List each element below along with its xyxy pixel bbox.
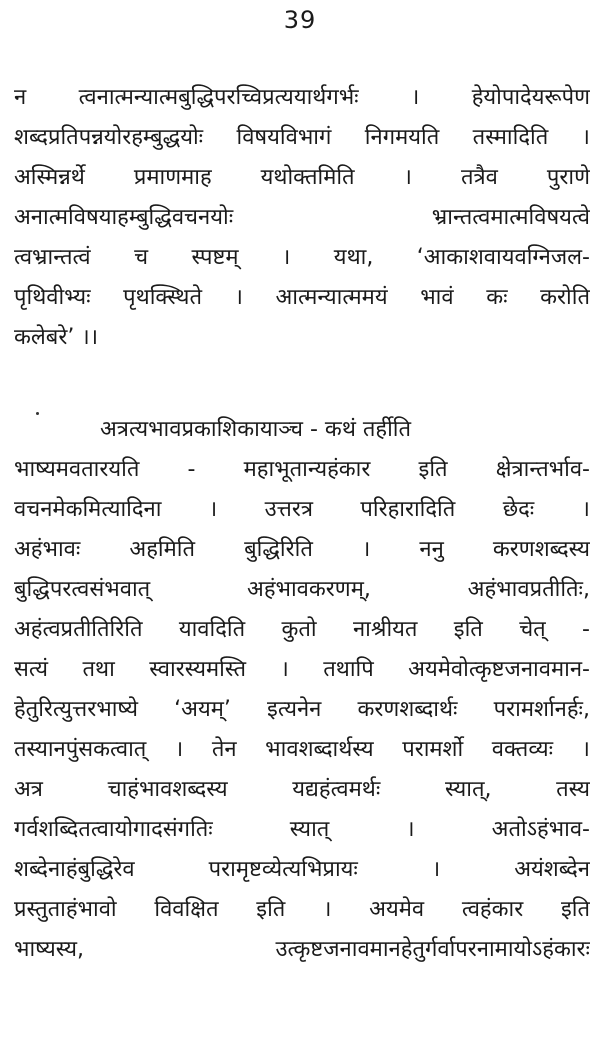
- text-line: शब्दप्रतिपन्नयोरहम्बुद्धयोः विषयविभागं निगमयति तस्मादिति ।: [14, 125, 590, 150]
- text-line: गर्वशब्दितत्वायोगादसंगतिः स्यात् । अतोऽहंभाव-: [14, 817, 590, 842]
- text-line: तस्यानपुंसकत्वात् । तेन भावशब्दार्थस्य परामर्शो वक्तव्यः ।: [14, 737, 590, 762]
- page-number: 39: [283, 6, 317, 34]
- text-line: भाष्यस्य, उत्कृष्टजनावमानहेतुर्गर्वापरनामायोऽहंकारः: [14, 937, 590, 962]
- paragraph-2: [14, 410, 590, 970]
- text-line: त्वभ्रान्तत्वं च स्पष्टम् । यथा, ‘आकाशवायवग्निजल-: [14, 245, 590, 270]
- text-line: अत्र चाहंभावशब्दस्य यद्यहंत्वमर्थः स्यात्, तस्य: [14, 777, 590, 802]
- text-line: न त्वनात्मन्यात्मबुद्धिपरच्विप्रत्ययार्थगर्भः । हेयोपादेयरूपेण: [14, 85, 590, 110]
- text-line: शब्देनाहंबुद्धिरेव परामृष्टव्येत्यभिप्रायः । अयंशब्देन: [14, 857, 590, 882]
- text-line: वचनमेकमित्यादिना । उत्तरत्र परिहारादिति छेदः ।: [14, 497, 590, 522]
- text-line: कलेबरे’ ।।: [14, 325, 99, 350]
- text-line: भाष्यमवतारयति - महाभूतान्यहंकार इति क्षेत्रान्तर्भाव-: [14, 457, 590, 482]
- text-line: बुद्धिपरत्वसंभवात् अहंभावकरणम्, अहंभावप्रतीतिः,: [14, 577, 590, 602]
- text-line: सत्यं तथा स्वारस्यमस्ति । तथापि अयमेवोत्कृष्टजनावमान-: [14, 657, 590, 682]
- text-line: अत्रत्यभावप्रकाशिकायाञ्च - कथं तर्हीति: [100, 417, 412, 442]
- paragraph-1: [14, 78, 590, 358]
- text-line: अहंभावः अहमिति बुद्धिरिति । ननु करणशब्दस्य: [14, 537, 590, 562]
- text-line: हेतुरित्युत्तरभाष्ये ‘अयम्’ इत्यनेन करणशब्दार्थः परामर्शानर्हः,: [14, 697, 590, 722]
- text-line: अस्मिन्नर्थे प्रमाणमाह यथोक्तमिति । तत्रैव पुराणे: [14, 165, 590, 190]
- text-line: पृथिवीभ्यः पृथक्स्थिते । आत्मन्यात्ममयं भावं कः करोति: [14, 285, 590, 310]
- text-line: अहंत्वप्रतीतिरिति यावदिति कुतो नाश्रीयत इति चेत् -: [14, 617, 590, 642]
- text-line: अनात्मविषयाहम्बुद्धिवचनयोः भ्रान्तत्वमात्मविषयत्वे: [14, 205, 590, 230]
- text-line: प्रस्तुताहंभावो विवक्षित इति । अयमेव त्वहंकार इति: [14, 897, 590, 922]
